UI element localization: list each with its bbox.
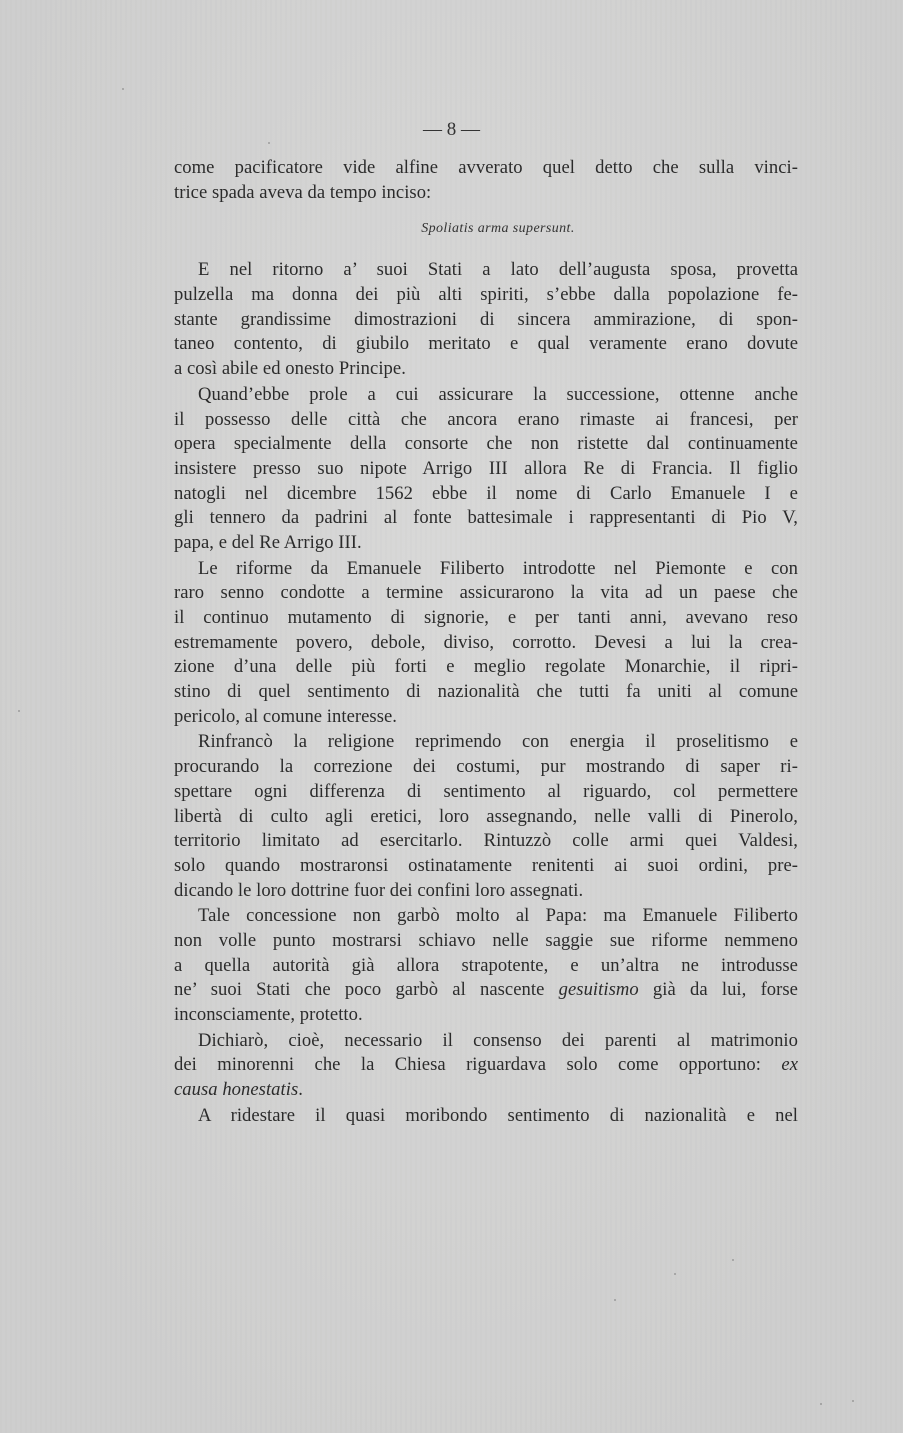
text-line: raro senno condotte a termine assicurarono la vita ad un paese che <box>174 582 798 604</box>
italic-term: gesuitismo <box>558 979 639 1001</box>
epigraph: Spoliatis arma supersunt. <box>421 221 575 237</box>
text-column <box>174 156 798 1128</box>
text-line: Quand’ebbe prole a cui assicurare la successione, ottenne anche <box>198 383 798 405</box>
text-line: a così abile ed onesto Principe. <box>174 358 406 380</box>
text-run: . <box>298 1079 303 1101</box>
text-line: pericolo, al comune interesse. <box>174 705 397 727</box>
text-line: estremamente povero, debole, diviso, corrotto. Devesi a lui la crea- <box>174 631 798 653</box>
paper-speck <box>732 1259 734 1261</box>
text-line: zione d’una delle più forti e meglio regolate Monarchie, il ripri- <box>174 656 798 678</box>
paper-speck <box>268 142 270 144</box>
text-line: il possesso delle città che ancora erano rimaste ai francesi, per <box>174 408 798 430</box>
page-number: — 8 — <box>423 119 480 140</box>
paper-speck <box>614 1299 616 1301</box>
paper-speck <box>18 710 20 712</box>
text-line: Tale concessione non garbò molto al Papa: ma Emanuele Filiberto <box>198 905 798 927</box>
italic-term: ex <box>781 1054 798 1076</box>
paragraph <box>174 904 798 1027</box>
text-line-with-italic <box>174 1078 798 1103</box>
text-line: trice spada aveva da tempo inciso: <box>174 181 432 203</box>
text-line: E nel ritorno a’ suoi Stati a lato dell’augusta sposa, provetta <box>198 259 798 281</box>
text-line: a quella autorità già allora strapotente, e un’altra ne introdusse <box>174 954 798 976</box>
text-line-with-italic <box>174 978 798 1003</box>
paper-speck <box>852 1400 854 1402</box>
paragraph <box>174 258 798 381</box>
text-line: Le riforme da Emanuele Filiberto introdotte nel Piemonte e con <box>198 557 798 579</box>
text-line: libertà di culto agli eretici, loro assegnando, nelle valli di Pinerolo, <box>174 805 798 827</box>
text-line: pulzella ma donna dei più alti spiriti, s’ebbe dalla popolazione fe- <box>174 284 798 306</box>
text-line: spettare ogni differenza di sentimento al riguardo, col permettere <box>174 780 798 802</box>
text-line: non volle punto mostrarsi schiavo nelle saggie sue riforme nemmeno <box>174 929 798 951</box>
text-line: insistere presso suo nipote Arrigo III allora Re di Francia. Il figlio <box>174 457 798 479</box>
text-line: gli tennero da padrini al fonte battesimale i rappresentanti di Pio V, <box>174 507 798 529</box>
text-line: A ridestare il quasi moribondo sentimento di nazionalità e nel <box>198 1104 798 1126</box>
text-line: solo quando mostraronsi ostinatamente renitenti ai suoi ordini, pre- <box>174 854 798 876</box>
text-line: dicando le loro dottrine fuor dei confini loro assegnati. <box>174 879 584 901</box>
text-line: papa, e del Re Arrigo III. <box>174 531 362 553</box>
italic-term: causa honestatis <box>174 1079 299 1101</box>
text-run: ne’ suoi Stati che poco garbò al nascente <box>174 979 559 1001</box>
text-line: stino di quel sentimento di nazionalità che tutti fa uniti al comune <box>174 681 798 703</box>
paragraph <box>174 730 798 903</box>
text-line: procurando la correzione dei costumi, pur mostrando di saper ri- <box>174 756 798 778</box>
paper-speck <box>820 1403 822 1405</box>
paragraph <box>174 1104 798 1129</box>
text-line: come pacificatore vide alfine avverato quel detto che sulla vinci- <box>174 157 798 178</box>
text-line: opera specialmente della consorte che non ristette dal continuamente <box>174 433 798 455</box>
paragraph <box>174 557 798 730</box>
paragraph <box>174 1029 798 1103</box>
text-line-with-italic <box>174 1053 798 1078</box>
text-line: natogli nel dicembre 1562 ebbe il nome di Carlo Emanuele I e <box>174 482 798 504</box>
text-line: territorio limitato ad esercitarlo. Rintuzzò colle armi quei Valdesi, <box>174 830 798 852</box>
text-line: inconsciamente, protetto. <box>174 1004 363 1025</box>
paper-speck <box>674 1273 676 1275</box>
paper-speck <box>122 88 124 90</box>
text-line: Dichiarò, cioè, necessario il consenso dei parenti al matrimonio <box>198 1029 798 1051</box>
text-line: Rinfrancò la religione reprimendo con energia il proselitismo e <box>198 731 798 753</box>
text-line: taneo contento, di giubilo meritato e qual veramente erano dovute <box>174 333 798 355</box>
paragraph <box>174 383 798 556</box>
text-run: dei minorenni che la Chiesa riguardava solo come opportuno: <box>174 1054 782 1076</box>
text-line: stante grandissime dimostrazioni di sincera ammirazione, di spon- <box>174 308 798 330</box>
paragraph-continuation <box>174 156 798 205</box>
text-line: il continuo mutamento di signorie, e per tanti anni, avevano reso <box>174 607 798 628</box>
text-run: già da lui, forse <box>638 979 798 1001</box>
